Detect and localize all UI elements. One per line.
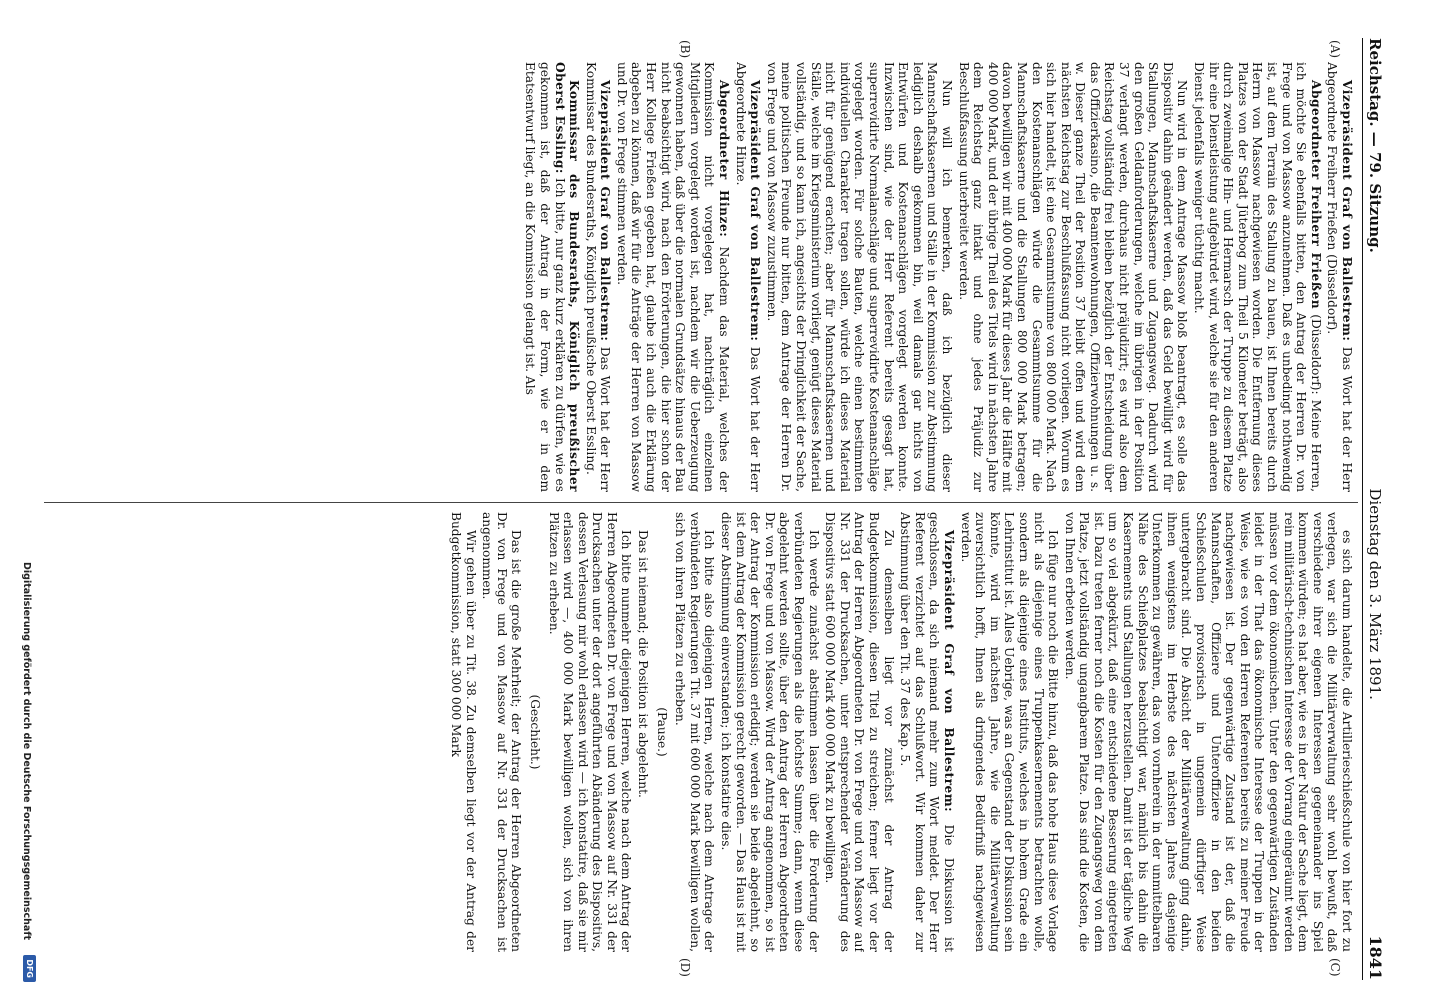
paragraph-text: (Pause.) <box>654 707 669 757</box>
paragraph <box>1325 62 1354 492</box>
paragraph-text: Nun will ich bemerken, daß ich bezüglich dieser Mannschaftskasernen und Ställe in der Kommission zur Abstimmung lediglich deshalb gekommen bin, weil damals gar nichts von Entwürfen und Kostenanschlägen vorgelegt werden konnte. Inzwischen sind, wie der Herr Referent bereits gesagt hat, superrevidirte Normalanschläge und superrevidirte Kostenanschläge vorgelegt worden. Für solche Bauten, welche einen bestimmten individuellen Charakter tragen sollen, würde ich dieses Material nicht für genügend erachten; aber für Mannschaftskasernen und Ställe, welche im Kriegsministerium vorliegt, genügt dieses Material vollständig, und so kann ich, angesichts der Dringlichkeit der Sache, meine politischen Freunde nur bitten, dem Antrage der Herren Dr. von Frege und von Massow zuzustimmen. <box>764 62 954 492</box>
paragraph-text: (Geschieht.) <box>527 694 542 770</box>
paragraph <box>673 512 717 952</box>
paragraph-text: Ich bitte, nur ganz kurz erklären zu dürfen, wie es gekommen ist, daß der Antrag in der Form, wie er in dem Etatsentwurf liegt, an die Kommission gelangt ist. Als <box>523 62 567 492</box>
paragraph <box>898 512 956 952</box>
paragraph-text: Ich werde zunächst abstimmen lassen über die Forderung der verbündeten Regierungen als die höchste Summe; dann, wenn diese abgelehnt werden sollte, über den Antrag der Herren Abgeordneten Dr. von Frege und von Massow. Wird der Antrag angenommen, so ist der Antrag der Kommission erledigt; werden sie beide abgelehnt, so ist dem Antrag der Kommission gerecht geworden. — Das Haus ist mit dieser Abstimmung einverstanden; ich konstatire dies. <box>719 512 821 952</box>
paragraph <box>523 62 581 492</box>
paragraph-text: Die Diskussion ist geschlossen, da sich niemand mehr zum Wort meldet. Der Herr Referent verzichtet auf das Schlußwort. Wir kommen daher zur Abstimmung über den Tit. 37 des Kap. 5. <box>898 512 956 952</box>
speaker-name: Abgeordneter Freiherr Frießen <box>1308 80 1323 310</box>
paragraph <box>636 512 651 952</box>
margin-marker-a: (A) <box>1328 40 1342 59</box>
margin-marker-d: (D) <box>678 958 692 977</box>
dfg-funding-note: Digitalisierung gefördert durch die Deutsche Forschungsgemeinschaft <box>21 562 32 940</box>
header-date: Dienstag den 3. März 1891. <box>1366 488 1384 700</box>
paragraph <box>527 512 542 952</box>
paragraph-text: Das ist die große Mehrheit; der Antrag der Herren Abgeordneten Dr. von Frege und von Massow auf Nr. 331 der Drucksachen ist angenommen. <box>480 512 524 952</box>
paragraph-text: Ich füge nur noch die Bitte hinzu, daß das hohe Haus diese Vorlage nicht als diejenige eines Truppenkasernements betrachten wolle, sondern als diejenige eines Instituts, welches in hohem Grade ein Lehrinstitut ist. Alles Uebrige, was an Gegenstand der Diskussion sein könnte, wird im nächsten Jahre, wie die Militärverwaltung zuversichtlich hofft, Ihnen als dringendes Bedürfniß nachgewiesen werden. <box>958 512 1061 952</box>
column-divider <box>44 502 1358 503</box>
paragraph <box>1191 62 1322 492</box>
header-left: Reichstag. — 79. Sitzung. <box>1366 38 1384 253</box>
speaker-name: Vizepräsident Graf von Ballestrem: <box>748 80 763 342</box>
paragraph-text: (Düsseldorf): Meine Herren, ich möchte Sie ebenfalls bitten, den Antrag der Herren Dr. von Frege und von Massow anzunehmen. Daß es unbedingt nothwendig ist, auf dem Terrain des Stallung zu bauen, ist Ihnen bereits durch Herrn von Massow nachgewiesen worden. Die Entfernung dieses Platzes von der Stadt Jüterbog zum Theil 5 Kilometer beträgt, also durch zweimalige Hin- und Hermarsch der Truppe zu diesem Platze ihr eine Dienstleistung aufgebürdet wird, welche sie für den anderen Dienst jedenfalls weniger tüchtig macht. <box>1192 62 1323 492</box>
speaker-name: Vizepräsident Graf von Ballestrem: <box>941 530 956 813</box>
paragraph <box>956 62 1190 492</box>
paragraph-text: Nachdem das Material, welches der Kommission nicht vorgelegen hat, nachträglich einzelnen Mitgliedern vorgelegt worden ist, nachdem wir die Ueberzeugung gewonnen haben, daß über die normalen Grundsätze hinaus der Bau nicht beabsichtigt wird, nach den Erörterungen, die hier schon der Herr Kollege Frießen gegeben hat, glaube ich auch die Erklärung abgeben zu können, daß wir für die Anträge der Herren von Massow und Dr. von Frege stimmen werden. <box>614 62 732 492</box>
dfg-logo: DFG <box>23 955 36 982</box>
paragraph <box>448 512 477 952</box>
margin-marker-c: (C) <box>1328 958 1342 977</box>
paragraph-text: Das Wort hat der Herr Abgeordnete Freiherr Frießen (Düsseldorf). <box>1325 62 1354 492</box>
paragraph-text: Zu demselben liegt vor zunächst der Antrag der Budgetkommission, diesen Titel zu streichen; ferner liegt vor der Antrag der Herren Abgeordneten Dr. von Frege und von Massow auf Nr. 331 der Drucksachen, unter entsprechender Veränderung des Dispositivs statt 600 000 Mark 400 000 Mark zu bewilligen. <box>823 512 896 952</box>
speaker-name: Kommissar des Bundesraths, Königlich preußischer Oberst Essling: <box>552 62 582 492</box>
paragraph <box>583 62 612 492</box>
paragraph <box>718 512 820 952</box>
paragraph <box>958 512 1060 952</box>
margin-marker-b: (B) <box>678 40 692 59</box>
paragraph-text: Das Wort hat der Herr Kommissar des Bundesraths, Königlich preußische Oberst Essling. <box>583 62 613 492</box>
paragraph <box>480 512 524 952</box>
speaker-name: Abgeordneter Hinze: <box>717 80 732 238</box>
paragraph <box>764 62 954 492</box>
paragraph <box>1062 512 1354 952</box>
paragraph-text: Ich bitte also diejenigen Herren, welche nach dem Antrage der verbündeten Regierungen Tit. 37 mit 600 000 Mark bewilligen wollen, sich von ihren Plätzen zu erheben. <box>673 512 717 952</box>
paragraph-text: es sich darum handelte, die Artillerieschießschule von hier fort zu verlegen, war sich die Militärverwaltung sehr wohl bewußt, daß verschiedene ihrer eigenen Interessen gegeneinander ins Spiel kommen würden; es hat aber, wie es in der Natur der Sache liegt, dem rein militärisch-technischen Interesse der Vorrang eingeräumt werden müssen vor dem ökonomischen. Unter den gegenwärtigen Zuständen leidet in der That das ökonomische Interesse der Truppen in der Weise, wie es von den Herren Referenten bereits zu meiner Freude nachgewiesen ist. Der gegenwärtige Zustand ist der, daß die Mannschaften, Offiziere und Unteroffiziere in den beiden Schießschulen provisorisch in ungemein dürftiger Weise untergebracht sind. Die Absicht der Militärverwaltung ging dahin, ihnen wenigstens im Herbste des nächsten Jahres dasjenige Unterkommen zu gewähren, das von vornherein in der unmittelbaren Nähe des Schießplatzes beabsichtigt war, nämlich bis dahin die Kasernements und Stallungen herzustellen. Damit ist der tägliche Weg um so viel abgekürzt, daß eine entschiedene Besserung eingetreten ist. Dazu treten ferner noch die Kosten für den Zugangsweg von dem Platze, jetzt vollständig ungangbarem Platze. Das sind die Kosten, die von Ihnen erbeten werden. <box>1062 512 1354 952</box>
speaker-name: Vizepräsident Graf von Ballestrem: <box>598 80 613 342</box>
page-header <box>1362 38 1392 980</box>
right-column <box>40 512 1354 952</box>
paragraph <box>823 512 896 952</box>
paragraph <box>654 512 669 952</box>
paragraph-text: Das Wort hat der Herr Abgeordnete Hinze. <box>733 62 763 492</box>
page-number: 1841 <box>1366 935 1385 980</box>
paragraph-text: Nun wird in dem Antrage Massow bloß beantragt, es solle das Dispositiv dahin geändert werden, daß das Geld bewilligt wird für Stallungen, Mannschaftskaserne und Zugangsweg. Dadurch wird den großen Geldanforderungen, welche im übrigen in der Position 37 verlangt werden, durchaus nicht präjudizirt; es wird also dem Reichstag vollständig frei bleiben bezüglich der Entscheidung über das Offizierkasino, die Beamtenwohnungen, Offizierwohnungen u. s. w. Dieser ganze Theil der Position 37 bleibt offen und wird dem nächsten Reichstag zur Beschlußfassung nicht vorliegen. Worum es sich hier handelt, ist eine Gesammtsumme von 800 000 Mark. Nach den Kostenanschlägen würde die Gesammtsumme für die Mannschaftskaserne und die Stallungen 800 000 Mark betragen; davon bewilligen wir mit 400 000 Mark für dieses Jahr die Hälfte mit 400 000 Mark, und der übrige Theil des Titels wird in nächsten Jahre dem Reichstag ganz intakt und ohne jedes Präjudiz zur Beschlußfassung unterbreitet werden. <box>956 62 1190 492</box>
paragraph <box>546 512 634 952</box>
paragraph-text: Das ist niemand; die Position ist abgelehnt. <box>636 530 651 798</box>
paragraph-text: Ich bitte nunmehr diejenigen Herren, welche nach dem Antrag der Herren Abgeordneten Dr. von Frege und von Massow auf Nr. 331 der Drucksachen unter der dort angeführten Abänderung des Dispositivs, dessen Verlesung mir wohl erlassen wird — ich konstatire, daß sie mir erlassen wird —, 400 000 Mark bewilligen wollen, sich von ihren Plätzen zu erheben. <box>546 512 634 952</box>
left-column <box>40 62 1354 492</box>
speaker-name: Vizepräsident Graf von Ballestrem: <box>1340 80 1354 342</box>
paragraph <box>614 62 731 492</box>
paragraph <box>733 62 762 492</box>
paragraph-text: Wir gehen über zu Tit. 38. Zu demselben liegt vor der Antrag der Budgetkommission, statt 300 000 Mark <box>448 512 478 952</box>
